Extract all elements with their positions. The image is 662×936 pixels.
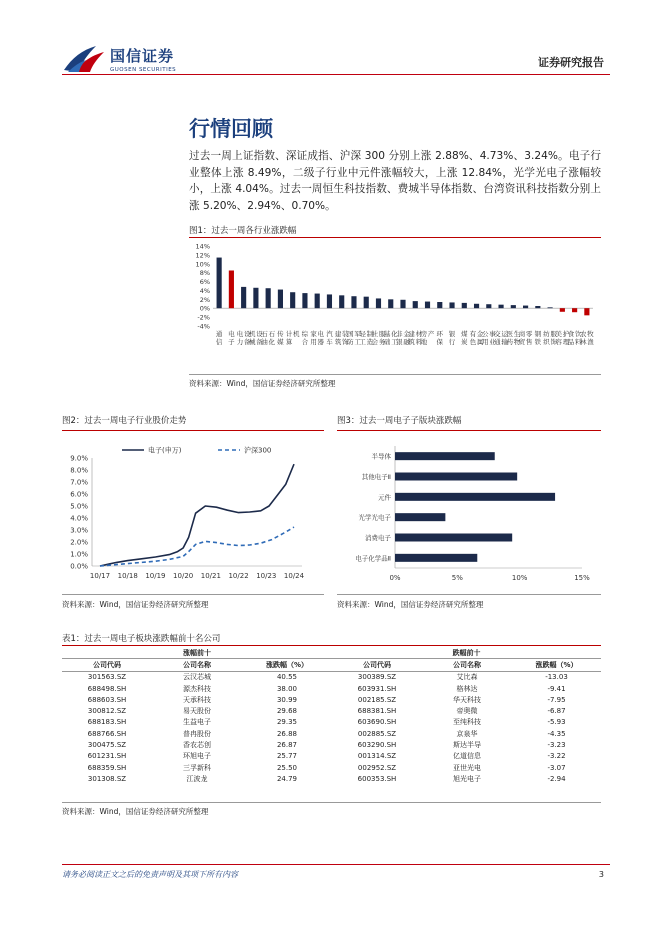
bar (523, 306, 528, 309)
x-tick-label: 银行 (448, 330, 456, 346)
y-tick-label: 消费电子 (365, 534, 391, 542)
x-tick-label: 公用事业 (481, 330, 496, 346)
fig1-source: 资料来源：Wind，国信证券经济研究所整理 (189, 379, 336, 388)
table-header-cell: 公司代码 (332, 659, 422, 671)
x-tick-label: 综合 (301, 330, 309, 346)
table-cell: 环旭电子 (183, 752, 211, 761)
x-tick-label: 环保 (436, 330, 444, 346)
bar (395, 452, 495, 460)
y-tick-label: 10% (195, 260, 210, 269)
report-type: 证券研究报告 (538, 56, 604, 69)
table-cell: 301563.SZ (87, 673, 127, 682)
y-tick-label: 光学光电子 (358, 513, 391, 522)
bar (395, 534, 512, 542)
table-cell: 300812.SZ (87, 707, 127, 716)
x-tick-label: 家用电器 (310, 330, 325, 346)
fig1-bottom-rule (189, 374, 601, 375)
table-cell: 688498.SH (87, 684, 127, 693)
x-tick-label: 商贸零售 (518, 330, 533, 346)
table-cell: 40.55 (276, 673, 298, 682)
bar (302, 293, 307, 308)
bar (572, 308, 577, 312)
bar (376, 298, 381, 308)
x-tick-label: 10/18 (117, 572, 138, 580)
table-cell: 688603.SH (87, 695, 127, 704)
x-tick-label: 15% (574, 574, 590, 582)
table1-caption: 表1：过去一周电子板块涨跌幅前十名公司 (62, 634, 221, 644)
bar (241, 287, 246, 308)
y-tick-label: 14% (195, 242, 210, 251)
bar (395, 493, 555, 501)
table-cell: 603290.SH (357, 741, 397, 750)
table-cell: -9.41 (547, 684, 566, 693)
bar (498, 305, 503, 309)
table-cell: -2.94 (547, 774, 566, 783)
y-tick-label: 2% (199, 295, 210, 304)
y-tick-label: 9.0% (70, 454, 88, 463)
y-tick-label: 半导体 (371, 452, 391, 461)
table-cell: 生益电子 (183, 718, 211, 727)
sub-sector-change-chart (337, 436, 601, 592)
bar (395, 473, 517, 481)
x-tick-label: 国防军工 (347, 330, 361, 346)
table-header-cell: 公司代码 (62, 659, 152, 671)
table-header-cell: 公司名称 (152, 659, 242, 671)
bar (253, 288, 258, 308)
table-cell: -5.93 (547, 718, 566, 727)
table1-top-rule (62, 645, 601, 646)
x-tick-label: 传媒 (277, 330, 284, 346)
table-cell: 002185.SZ (357, 695, 397, 704)
y-tick-label: 5.0% (70, 502, 88, 511)
y-tick-label: 2.0% (70, 538, 88, 547)
bar (278, 290, 283, 309)
bar (560, 308, 565, 312)
table-cell: 600353.SH (357, 774, 397, 783)
bar (388, 299, 393, 308)
x-tick-label: 交通运输 (494, 330, 508, 346)
table-row (62, 705, 601, 716)
table-cell: 688766.SH (87, 729, 127, 738)
table-cell: 30.99 (276, 695, 298, 704)
fig3-top-rule (337, 430, 601, 431)
table-row (62, 739, 601, 750)
y-tick-label: 4% (199, 286, 210, 295)
table-header-row (62, 659, 601, 671)
x-tick-label: 食品饮料 (567, 330, 582, 346)
bar (217, 258, 222, 309)
table-cell: 格林达 (456, 684, 478, 693)
legend-label: 电子(申万) (148, 446, 182, 455)
table-cell: -4.35 (547, 729, 566, 738)
table-cell: 603690.SH (357, 718, 397, 727)
y-tick-label: 6% (199, 278, 210, 287)
table-cell: -3.07 (547, 763, 566, 772)
header-divider (62, 74, 610, 75)
y-tick-label: 4.0% (70, 514, 88, 523)
y-tick-label: 6.0% (70, 490, 88, 499)
y-tick-label: 8.0% (70, 466, 88, 475)
table-cell: 易天股份 (183, 707, 211, 716)
table-cell: 华天科技 (453, 695, 481, 704)
table-cell: 688183.SH (87, 718, 127, 727)
y-tick-label: -2% (197, 313, 210, 322)
fig2-bottom-rule (62, 594, 324, 595)
table-cell: 688359.SH (87, 763, 127, 772)
table-cell: 艾比森 (456, 673, 478, 682)
x-tick-label: 10/20 (173, 572, 194, 580)
table-row (62, 773, 601, 784)
table-cell: -3.23 (547, 741, 566, 750)
x-tick-label: 非银金融 (396, 330, 410, 346)
brand-logo (62, 44, 176, 74)
x-tick-label: 10/21 (200, 572, 221, 580)
y-tick-label: 元件 (378, 493, 391, 502)
y-tick-label: 12% (195, 251, 210, 260)
x-tick-label: 煤炭 (461, 330, 468, 346)
electronics-price-trend-chart (62, 436, 324, 592)
table-cell: 002952.SZ (357, 763, 397, 772)
y-tick-label: -4% (197, 322, 210, 331)
table-cell: 300475.SZ (87, 741, 127, 750)
table-cell: -3.22 (547, 752, 566, 761)
bar (511, 305, 516, 308)
legend-label: 沪深300 (244, 446, 272, 455)
guosen-logo-icon (62, 44, 106, 74)
x-tick-label: 建筑材料 (408, 330, 423, 346)
table-cell: -13.03 (545, 673, 568, 682)
table-cell: 源杰科技 (183, 684, 211, 693)
x-tick-label: 电力设备 (236, 330, 251, 346)
y-tick-label: 0% (199, 304, 210, 313)
bar (486, 304, 491, 308)
x-tick-label: 有色金属 (469, 330, 484, 346)
x-tick-label: 通信 (215, 330, 223, 346)
brand-name-cn: 国信证券 (110, 47, 175, 65)
table-cell: 江波龙 (186, 774, 208, 783)
top-movers-table (62, 647, 601, 785)
table-cell: 普冉股份 (183, 729, 211, 738)
bar (462, 303, 467, 308)
table-cell: -6.87 (547, 707, 566, 716)
table-cell: 300389.SZ (357, 673, 397, 682)
fig3-source: 资料来源：Wind，国信证券经济研究所整理 (337, 600, 484, 609)
table-cell: 601231.SH (87, 752, 127, 761)
y-tick-label: 其他电子Ⅱ (361, 473, 391, 481)
series-line (100, 464, 294, 566)
bar (449, 302, 454, 308)
bar (395, 513, 445, 521)
x-tick-label: 10/24 (283, 572, 305, 580)
table-cell: 26.88 (276, 729, 298, 738)
brand-name-en: GUOSEN SECURITIES (110, 67, 177, 73)
bar (351, 296, 356, 308)
fig2-top-rule (62, 430, 324, 431)
x-tick-label: 纺织服饰 (543, 330, 557, 346)
fig2-source: 资料来源：Wind，国信证券经济研究所整理 (62, 600, 209, 609)
bar (290, 292, 295, 308)
bar (535, 306, 540, 308)
fig1-caption: 图1：过去一周各行业涨跌幅 (189, 226, 297, 236)
table-row (62, 717, 601, 728)
table-cell: 亚世光电 (453, 763, 481, 772)
table-row (62, 683, 601, 694)
x-tick-label: 房地产 (420, 330, 435, 346)
table-cell: 亿道信息 (453, 752, 481, 761)
x-tick-label: 汽车 (326, 330, 333, 346)
table-cell: 38.00 (276, 684, 298, 693)
fig1-top-rule (189, 237, 601, 238)
table1-source: 资料来源：Wind，国信证券经济研究所整理 (62, 807, 209, 816)
bar (400, 300, 405, 308)
table-group-header-row (62, 647, 601, 659)
x-tick-label: 电子 (228, 330, 235, 346)
fig3-bottom-rule (337, 594, 601, 595)
bar (327, 294, 332, 308)
y-tick-label: 1.0% (70, 550, 88, 559)
y-tick-label: 7.0% (70, 478, 88, 487)
group-down-header: 跌幅前十 (332, 647, 601, 659)
x-tick-label: 钢铁 (534, 330, 542, 346)
table-cell: 25.50 (276, 763, 298, 772)
industry-change-chart (189, 240, 601, 374)
table-cell: 301308.SZ (87, 774, 127, 783)
table-cell: 至纯科技 (453, 718, 481, 727)
section-title: 行情回顾 (189, 117, 273, 141)
x-tick-label: 0% (389, 574, 401, 582)
table-cell: 斯达半导 (453, 741, 481, 750)
y-tick-label: 3.0% (70, 526, 88, 535)
table-cell: 香农芯创 (183, 741, 211, 750)
table-cell: 天承科技 (183, 695, 211, 704)
bar (315, 294, 320, 309)
group-up-header: 涨幅前十 (62, 647, 332, 659)
x-tick-label: 10/22 (228, 572, 249, 580)
bar (266, 288, 271, 308)
table-cell: 26.87 (276, 741, 298, 750)
bar (339, 295, 344, 308)
x-tick-label: 10% (511, 574, 528, 582)
x-tick-label: 医药生物 (506, 330, 521, 346)
bar (413, 301, 418, 308)
summary-paragraph: 过去一周上证指数、深证成指、沪深 300 分别上涨 2.88%、4.73%、3.24%。电子行业整体上涨 8.49%，二级子行业中元件涨幅较大，上涨 12.84%，光学光电子涨幅较小，上涨 4.04%。过去一周恒生科技指数、费城半导体指数、台湾资讯科技指数分别上涨 5.20%、2.94%、0.70%。 (189, 150, 601, 212)
bar (229, 270, 234, 308)
table-row (62, 751, 601, 762)
y-tick-label: 0.0% (70, 562, 88, 571)
table-cell: 25.77 (276, 752, 298, 761)
x-tick-label: 建筑装饰 (334, 330, 349, 346)
table-row (62, 694, 601, 705)
table-header-cell: 公司名称 (422, 659, 512, 671)
fig3-caption: 图3：过去一周电子子版块涨跌幅 (337, 416, 462, 426)
x-tick-label: 10/23 (256, 572, 277, 580)
x-tick-label: 5% (451, 574, 463, 582)
page-number: 3 (598, 870, 604, 879)
x-tick-label: 计算机 (285, 330, 300, 346)
x-tick-label: 10/19 (145, 572, 166, 580)
bar (425, 302, 430, 309)
bar (584, 308, 589, 315)
footer-divider (62, 864, 610, 865)
table-cell: 云汉芯城 (183, 673, 211, 682)
table-row (62, 762, 601, 773)
bar (395, 554, 477, 562)
fig2-caption: 图2：过去一周电子行业股价走势 (62, 416, 187, 426)
y-tick-label: 电子化学品Ⅱ (355, 554, 391, 563)
table-cell: 001314.SZ (357, 752, 397, 761)
x-tick-label: 社会服务 (371, 330, 386, 346)
x-tick-label: 轻工制造 (359, 330, 374, 346)
bar (548, 307, 553, 308)
bar (474, 304, 479, 308)
table-cell: 旭光电子 (453, 774, 481, 783)
x-tick-label: 机械设备 (249, 330, 263, 346)
x-tick-label: 美容护理 (555, 330, 570, 346)
x-tick-label: 10/17 (89, 572, 111, 580)
table-cell: 29.68 (276, 707, 298, 716)
table-header-cell: 涨跌幅（%） (242, 659, 332, 671)
table-row (62, 728, 601, 739)
x-tick-label: 石油石化 (261, 330, 276, 346)
table-cell: 002885.SZ (357, 729, 397, 738)
table-row (62, 671, 601, 683)
bar (364, 297, 369, 309)
table-cell: -7.95 (547, 695, 566, 704)
x-tick-label: 农林牧渔 (580, 330, 594, 346)
table-cell: 24.79 (276, 774, 298, 783)
table-cell: 603931.SH (357, 684, 397, 693)
table1-bottom-rule (62, 802, 601, 803)
bar (437, 302, 442, 308)
footer-disclaimer: 请务必阅读正文之后的免责声明及其项下所有内容 (62, 870, 238, 879)
x-tick-label: 基础化工 (383, 330, 398, 346)
table-cell: 29.35 (276, 718, 298, 727)
table-header-cell: 涨跌幅（%） (512, 659, 601, 671)
table-cell: 三孚新科 (183, 763, 211, 772)
table-cell: 帝奥微 (456, 707, 478, 716)
table-cell: 688381.SH (357, 707, 397, 716)
table-cell: 京泉华 (456, 729, 478, 738)
y-tick-label: 8% (199, 269, 210, 278)
